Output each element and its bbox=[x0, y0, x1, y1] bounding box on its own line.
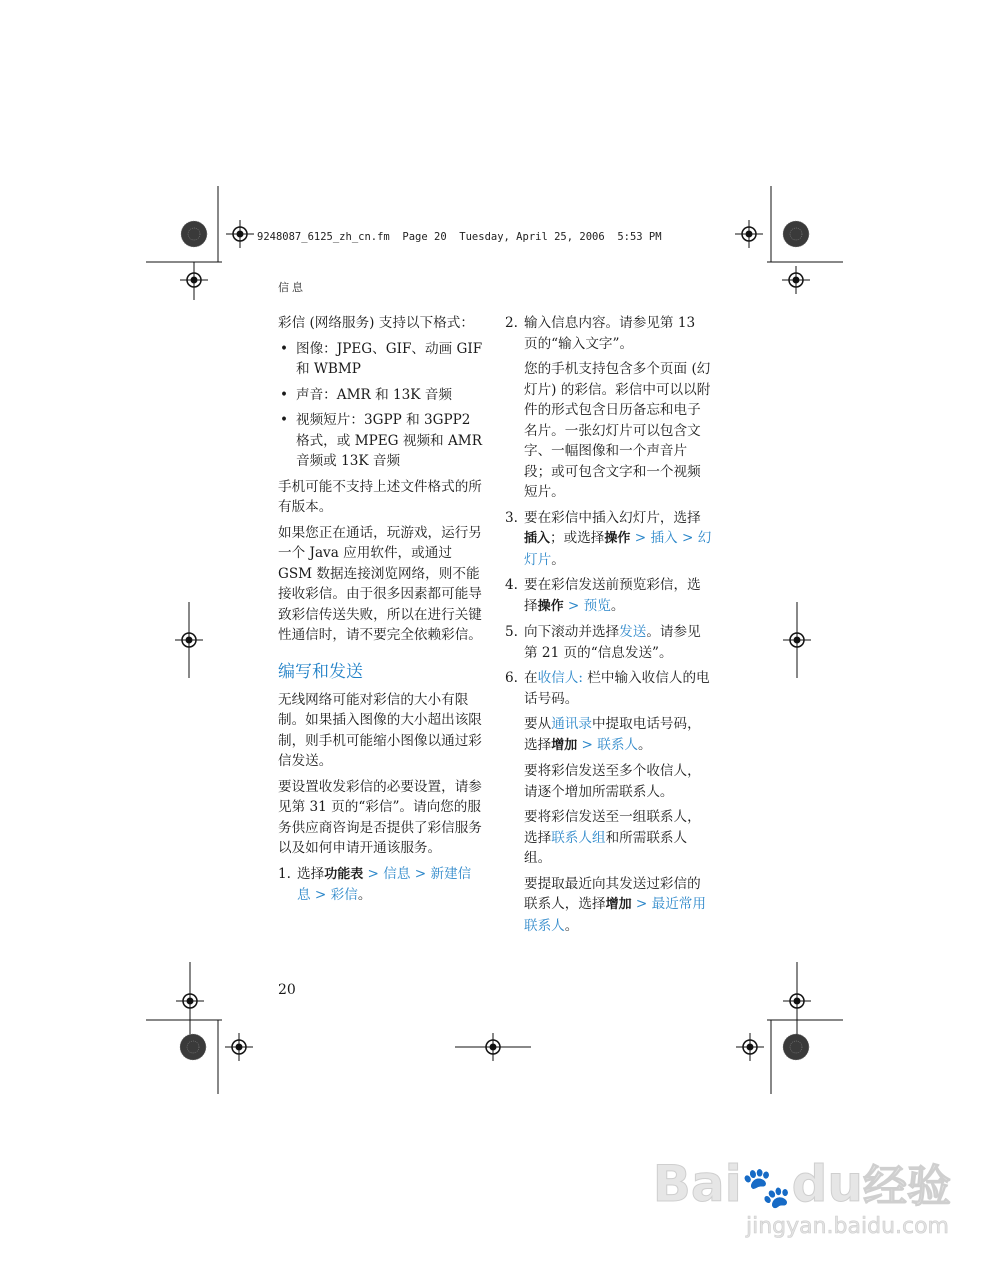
format-list bbox=[278, 339, 483, 472]
left-column bbox=[278, 313, 483, 911]
watermark-logo: Bai🐾du经验 bbox=[652, 1155, 951, 1213]
step-6-detail-recent: 要提取最近向其发送过彩信的联系人，选择增加 > 最近常用联系人。 bbox=[524, 875, 706, 934]
menu-term: 功能表 bbox=[324, 866, 364, 882]
paw-icon: 🐾 bbox=[741, 1165, 792, 1211]
paragraph: 要设置收发彩信的必要设置，请参见第 31 页的“彩信”。请向您的服务供应商咨询是否提供了彩信服务以及如何申请开通该服务。 bbox=[278, 778, 482, 856]
step-5: 5. 向下滚动并选择发送。请参见第 21 页的“信息发送”。 bbox=[505, 624, 701, 661]
menu-term: 信息 bbox=[383, 865, 411, 882]
list-item: • 视频短片：3GPP 和 3GPP2 格式，或 MPEG 视频和 AMR 音频或 13K 音频 bbox=[280, 412, 482, 469]
running-header: 信息 bbox=[278, 281, 306, 294]
step-3: 3. 要在彩信中插入幻灯片，选择插入；或选择操作 > 插入 > 幻灯片。 bbox=[505, 509, 712, 568]
list-item: • 声音：AMR 和 13K 音频 bbox=[278, 385, 483, 406]
paragraph: 如果您正在通话，玩游戏，运行另一个 Java 应用软件，或通过 GSM 数据连接浏览网络，则不能接收彩信。由于很多因素都可能导致彩信传送失败，所以在进行关键性通信时，请不要完全依赖彩信。 bbox=[278, 524, 482, 643]
step-2: 2. 输入信息内容。请参见第 13 页的“输入文字”。 bbox=[505, 315, 696, 352]
menu-term: 彩信 bbox=[330, 887, 358, 903]
paragraph: 手机可能不支持上述文件格式的所有版本。 bbox=[278, 478, 482, 515]
bullet: • bbox=[280, 386, 289, 403]
steps-list-cont2 bbox=[505, 508, 712, 710]
menu-term: 新建信息 bbox=[297, 865, 472, 903]
step-1: 1. 选择功能表 > 信息 > 新建信息 > 彩信。 bbox=[278, 865, 472, 903]
bullet: • bbox=[280, 340, 289, 357]
step-6-detail-multiple: 要将彩信发送至多个收信人，请逐个增加所需联系人。 bbox=[524, 763, 701, 800]
right-column bbox=[505, 313, 712, 941]
page-number: 20 bbox=[278, 982, 296, 998]
step-2-detail: 您的手机支持包含多个页面 (幻灯片) 的彩信。彩信中可以以附件的形式包含日历备忘和电子名片。一张幻灯片可以包含文字、一幅图像和一个声音片段；或可包含文字和一个视频短片。 bbox=[524, 361, 711, 500]
steps-list-cont bbox=[505, 313, 712, 354]
print-file-line: 9248087_6125_zh_cn.fm Page 20 Tuesday, April 25, 2006 5:53 PM bbox=[257, 231, 662, 243]
baidu-watermark bbox=[652, 1150, 969, 1260]
watermark-url: jingyan.baidu.com bbox=[745, 1214, 949, 1239]
bullet: • bbox=[280, 412, 289, 428]
paragraph: 无线网络可能对彩信的大小有限制。如果插入图像的大小超出该限制，则手机可能缩小图像以通过彩信发送。 bbox=[278, 691, 482, 769]
section-heading: 编写和发送 bbox=[278, 661, 363, 682]
list-item: • 图像：JPEG、GIF、动画 GIF 和 WBMP bbox=[280, 340, 483, 377]
step-6-detail-group: 要将彩信发送至一组联系人，选择联系人组和所需联系人组。 bbox=[524, 809, 701, 866]
step-6: 6. 在收信人: 栏中输入收信人的电话号码。 bbox=[505, 670, 710, 707]
steps-list bbox=[278, 864, 483, 906]
step-4: 4. 要在彩信发送前预览彩信，选择操作 > 预览。 bbox=[505, 577, 701, 614]
mms-formats-intro: 彩信 (网络服务) 支持以下格式： bbox=[278, 315, 474, 331]
step-6-detail-contacts: 要从通讯录中提取电话号码，选择增加 > 联系人。 bbox=[524, 716, 701, 753]
